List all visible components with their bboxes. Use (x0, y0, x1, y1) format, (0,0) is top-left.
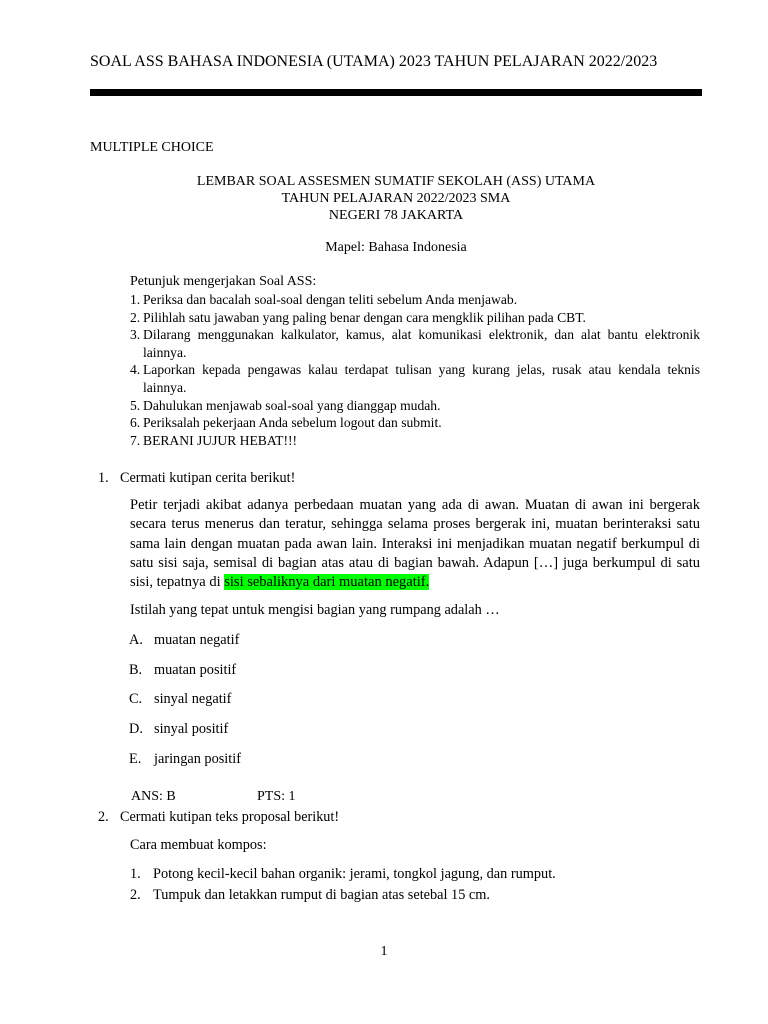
question1-number: 1. (98, 470, 109, 486)
points-value: PTS: 1 (257, 789, 296, 804)
instruction-item: 7. BERANI JUJUR HEBAT!!! (130, 432, 298, 448)
instructions-heading: Petunjuk mengerjakan Soal ASS: (130, 274, 317, 289)
answer-key: ANS: B (131, 789, 176, 804)
instruction-item: 5. Dahulukan menjawab soal-soal yang dianggap mudah. (130, 397, 441, 413)
question2-number: 2. (98, 809, 109, 825)
option-a[interactable]: A. muatan negatif (129, 632, 240, 648)
question1-text: Istilah yang tepat untuk mengisi bagian yang rumpang adalah … (130, 602, 500, 618)
option-c[interactable]: C. sinyal negatif (129, 691, 232, 707)
instruction-item: 1. Periksa dan bacalah soal-soal dengan teliti sebelum Anda menjawab. (130, 292, 518, 307)
question1-prompt: Cermati kutipan cerita berikut! (120, 470, 296, 486)
header-divider (90, 89, 702, 96)
question2-prompt: Cermati kutipan teks proposal berikut! (120, 809, 340, 825)
option-d[interactable]: D. sinyal positif (129, 721, 229, 737)
passage-text: Petir terjadi akibat adanya perbedaan muatan yang ada di awan. Muatan di awan ini bergerak secara terus menerus dan teratur, sehingga selama proses bergerak ini, muatan berinteraksi satu sama lain dengan muatan pada awan lain. Interaksi ini menjadikan muatan negatif berkumpul di satu sisi saja, semisal di bagian atas atau di bagian bawah. Adapun […] juga berkumpul di satu sisi, tepatnya di (130, 497, 700, 591)
sheet-title-line1: LEMBAR SOAL ASSESMEN SUMATIF SEKOLAH (ASS) UTAMA (196, 174, 596, 189)
document-header-title: SOAL ASS BAHASA INDONESIA (UTAMA) 2023 TAHUN PELAJARAN 2022/2023 (90, 53, 658, 70)
subject-label: Mapel: Bahasa Indonesia (325, 240, 467, 255)
option-e[interactable]: E. jaringan positif (129, 751, 241, 767)
instruction-item: 6. Periksalah pekerjaan Anda sebelum logout dan submit. (130, 415, 442, 431)
instruction-item: 2. Pilihlah satu jawaban yang paling benar dengan cara mengklik pilihan pada CBT. (130, 309, 586, 325)
sheet-title-line2: TAHUN PELAJARAN 2022/2023 SMA (281, 191, 511, 206)
list-item: 1. Potong kecil-kecil bahan organik: jerami, tongkol jagung, dan rumput. (130, 866, 556, 882)
option-b[interactable]: B. muatan positif (129, 662, 237, 678)
section-label: MULTIPLE CHOICE (90, 140, 214, 155)
passage-highlight: sisi sebaliknya dari muatan negatif. (224, 574, 430, 591)
page-number: 1 (380, 944, 388, 959)
question2-intro: Cara membuat kompos: (130, 837, 267, 853)
instruction-item: 4. Laporkan kepada pengawas kalau terdapat tulisan yang kurang jelas, rusak atau kendala teknis lainnya. (130, 362, 700, 395)
list-item: 2. Tumpuk dan letakkan rumput di bagian atas setebal 15 cm. (130, 887, 490, 903)
instruction-item: 3. Dilarang menggunakan kalkulator, kamus, alat komunikasi elektronik, dan alat bantu elektronik lainnya. (130, 327, 700, 360)
sheet-title-line3: NEGERI 78 JAKARTA (328, 208, 464, 223)
question1-passage (130, 496, 700, 592)
instructions-list (130, 291, 700, 449)
